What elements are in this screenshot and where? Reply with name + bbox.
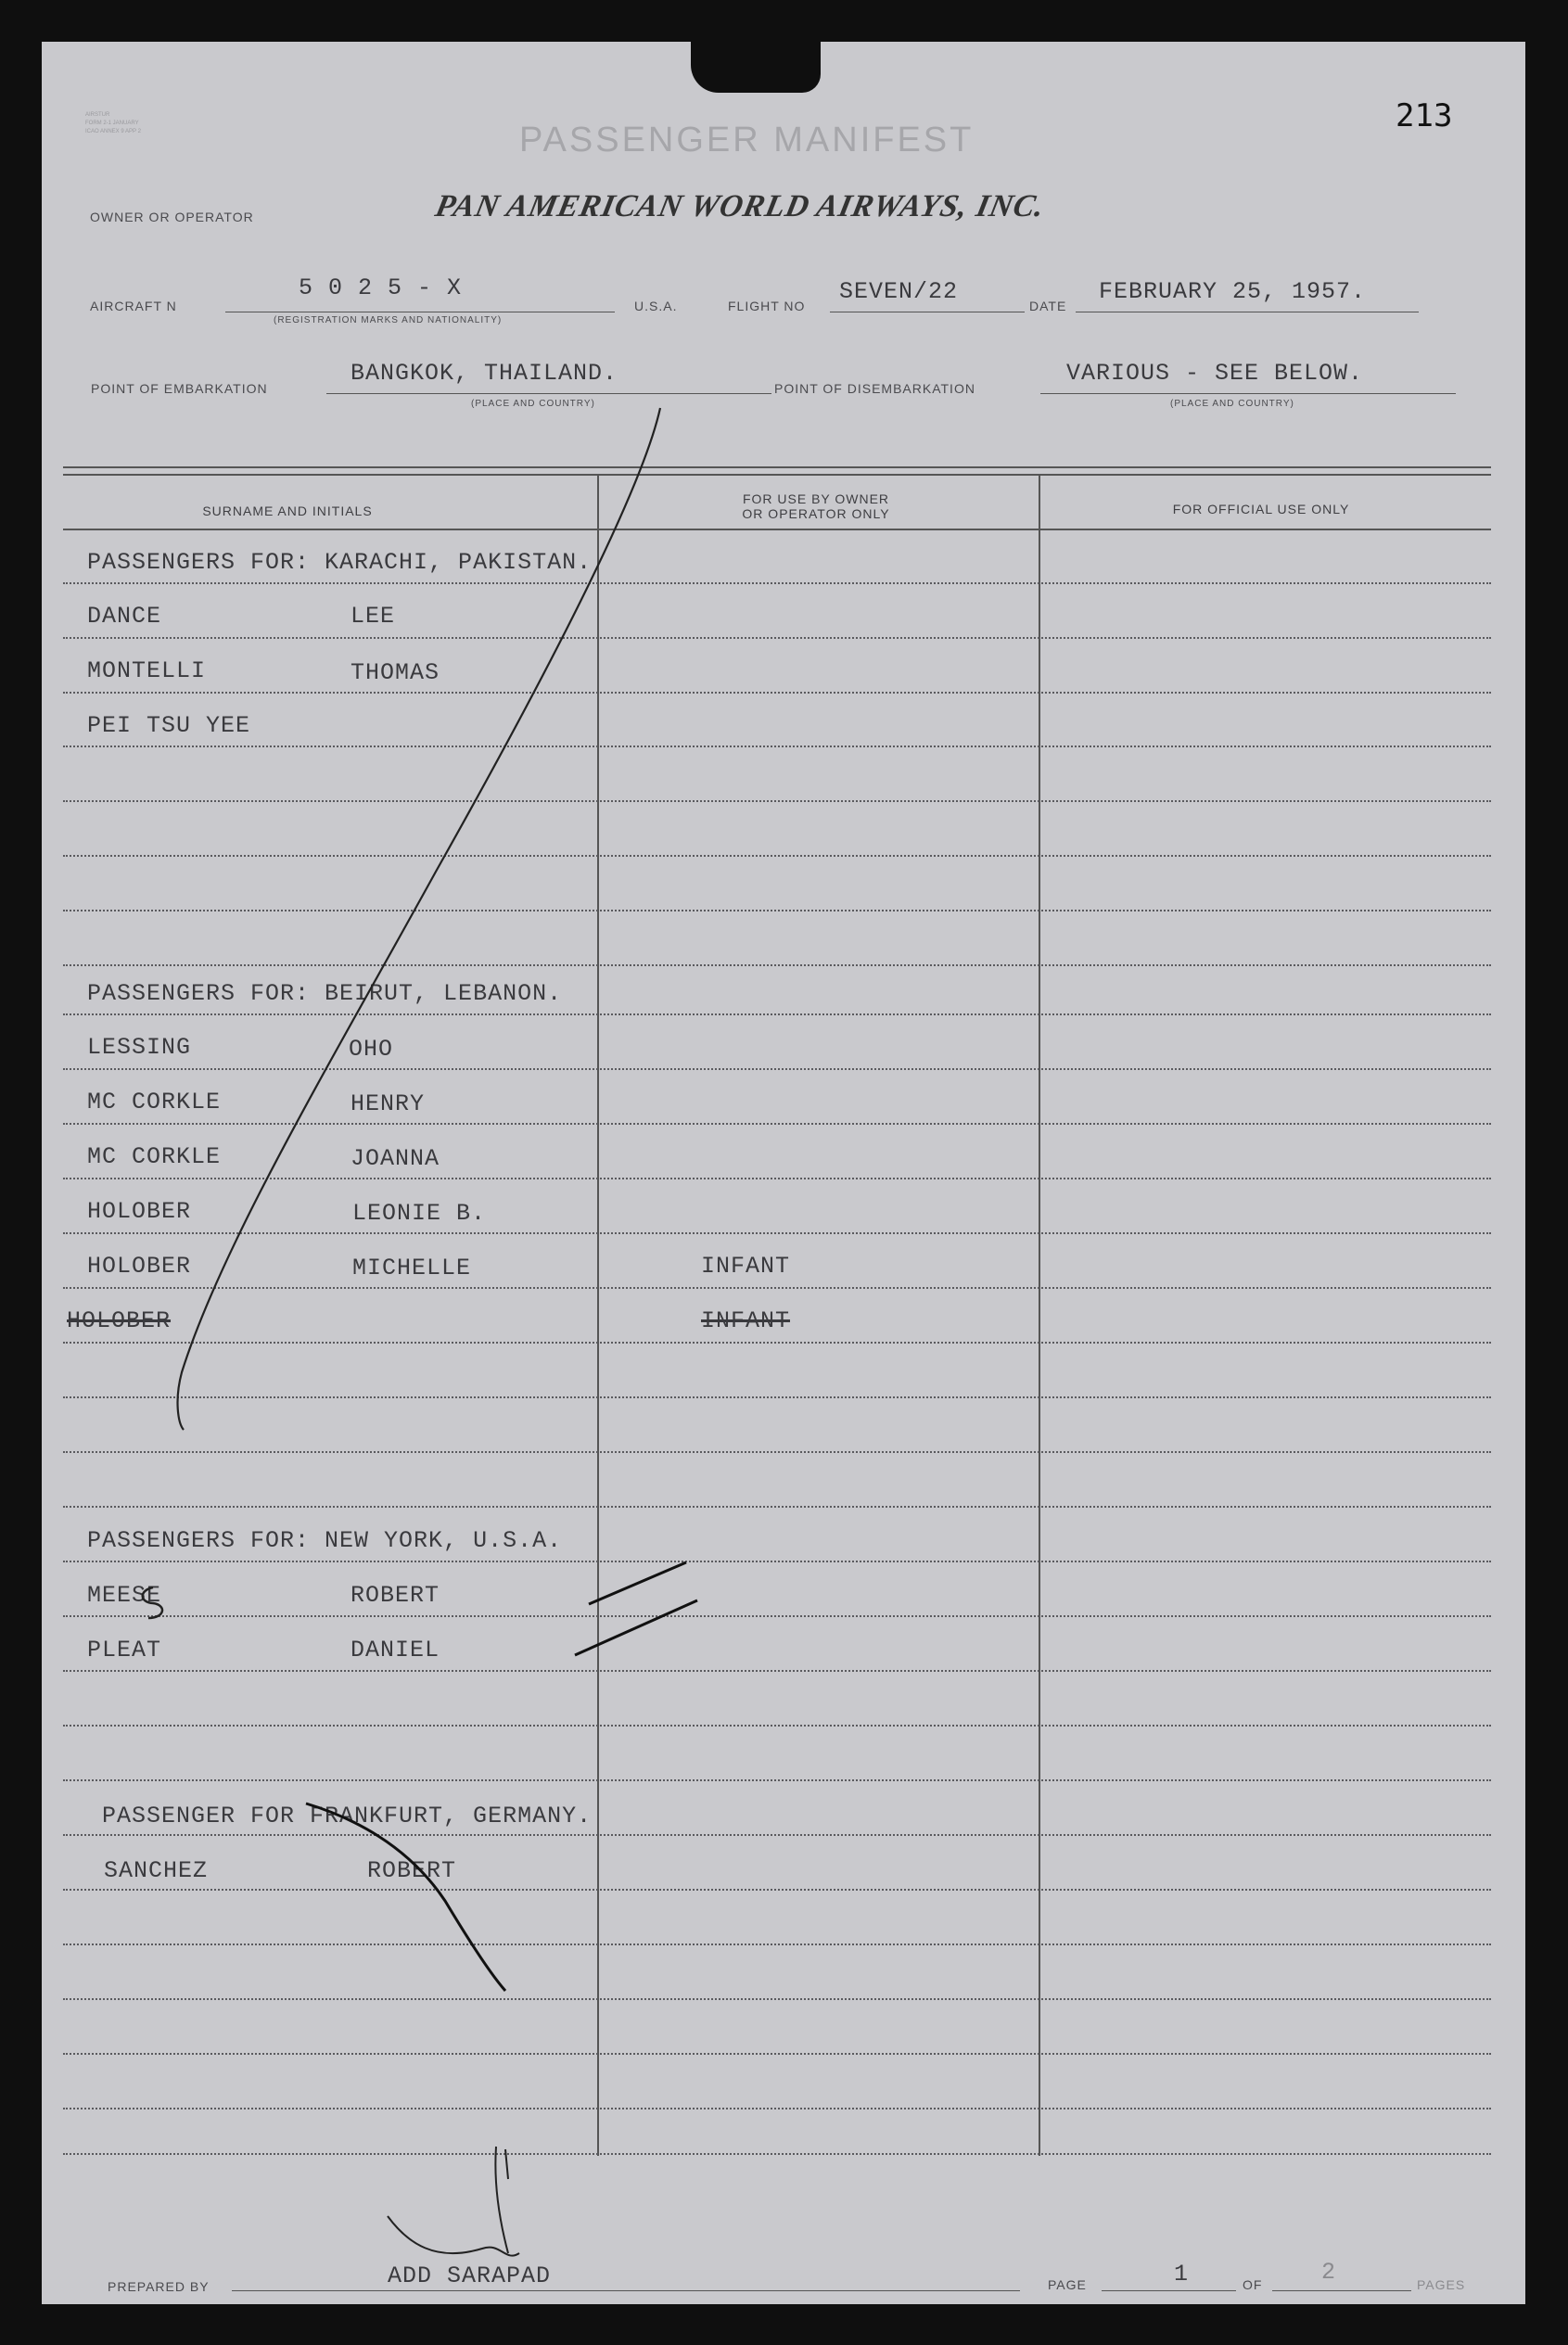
form-stamp-line-2: FORM 2-1 JANUARY (85, 121, 139, 126)
handwritten-signature (388, 2147, 519, 2256)
aircraft-sublabel: (REGISTRATION MARKS AND NATIONALITY) (274, 315, 503, 325)
passenger-note: INFANT (701, 1253, 791, 1280)
struck-passenger-note: INFANT (701, 1307, 791, 1334)
passenger-given-name: MICHELLE (352, 1255, 472, 1281)
passenger-surname: MC CORKLE (87, 1143, 222, 1170)
passenger-given-name: ROBERT (367, 1857, 457, 1884)
passenger-given-name: HENRY (351, 1090, 426, 1117)
of-value: 2 (1321, 2259, 1337, 2286)
form-stamp-line-1: AIRSTUR (85, 112, 110, 118)
aircraft-label: AIRCRAFT N (90, 299, 177, 313)
passenger-given-name: LEONIE B. (352, 1200, 487, 1227)
flight-date: FEBRUARY 25, 1957. (1099, 278, 1367, 305)
passenger-surname: MC CORKLE (87, 1089, 222, 1115)
flight-label: FLIGHT NO (728, 299, 806, 313)
passenger-given-name: DANIEL (351, 1637, 440, 1663)
group-header-frankfurt: PASSENGER FOR FRANKFURT, GERMANY. (102, 1803, 593, 1829)
passenger-surname: SANCHEZ (104, 1857, 209, 1884)
passenger-given-name: LEE (351, 603, 396, 630)
passenger-surname: HOLOBER (87, 1198, 192, 1225)
form-stamp-line-3: ICAO ANNEX 9 APP 2 (85, 129, 141, 134)
page-title: PASSENGER MANIFEST (519, 121, 975, 159)
passenger-given-name: JOANNA (351, 1145, 440, 1172)
passenger-surname: PLEAT (87, 1637, 162, 1663)
flight-number: SEVEN/22 (839, 278, 959, 305)
handwritten-curve-stroke (306, 1803, 505, 1991)
prepared-by-value: ADD SARAPAD (388, 2262, 552, 2289)
embarkation-value: BANGKOK, THAILAND. (351, 360, 618, 387)
group-header-karachi: PASSENGERS FOR: KARACHI, PAKISTAN. (87, 549, 593, 576)
passenger-surname: MEESE (87, 1582, 162, 1609)
page-value: 1 (1174, 2261, 1190, 2288)
passenger-surname: MONTELLI (87, 657, 207, 684)
embarkation-label: POINT OF EMBARKATION (91, 381, 268, 396)
column-header-owner-use: FOR USE BY OWNER OR OPERATOR ONLY (742, 491, 890, 521)
page-number: 213 (1396, 97, 1453, 134)
handwritten-tick-stroke (589, 1562, 686, 1604)
passenger-surname: PEI TSU YEE (87, 712, 251, 739)
handwritten-correction (143, 1587, 162, 1618)
embarkation-sublabel: (PLACE AND COUNTRY) (471, 399, 595, 409)
of-label: OF (1243, 2277, 1263, 2292)
disembarkation-label: POINT OF DISEMBARKATION (774, 381, 975, 396)
disembarkation-value: VARIOUS - SEE BELOW. (1066, 360, 1364, 387)
handwritten-tick-stroke (575, 1600, 697, 1655)
passenger-surname: HOLOBER (87, 1253, 192, 1280)
passenger-surname: LESSING (87, 1034, 192, 1061)
column-header-official-use: FOR OFFICIAL USE ONLY (1172, 502, 1350, 516)
pages-label: PAGES (1417, 2277, 1466, 2292)
passenger-given-name: THOMAS (351, 659, 440, 686)
passenger-surname: DANCE (87, 603, 162, 630)
handwritten-slash-stroke (178, 408, 660, 1430)
struck-passenger-surname: HOLOBER (67, 1307, 172, 1334)
passenger-given-name: ROBERT (351, 1582, 440, 1609)
aircraft-registration: 5 0 2 5 - X (299, 274, 463, 301)
disembarkation-sublabel: (PLACE AND COUNTRY) (1170, 399, 1294, 409)
passenger-given-name: OHO (349, 1036, 394, 1063)
owner-label: OWNER OR OPERATOR (90, 210, 254, 224)
page-label: PAGE (1048, 2277, 1087, 2292)
prepared-by-label: PREPARED BY (108, 2279, 210, 2294)
date-label: DATE (1029, 299, 1067, 313)
group-header-new-york: PASSENGERS FOR: NEW YORK, U.S.A. (87, 1527, 563, 1554)
group-header-beirut: PASSENGERS FOR: BEIRUT, LEBANON. (87, 980, 563, 1007)
aircraft-nationality: U.S.A. (634, 299, 678, 313)
owner-name: PAN AMERICAN WORLD AIRWAYS, INC. (432, 189, 1049, 223)
column-header-surname: SURNAME AND INITIALS (202, 503, 373, 518)
